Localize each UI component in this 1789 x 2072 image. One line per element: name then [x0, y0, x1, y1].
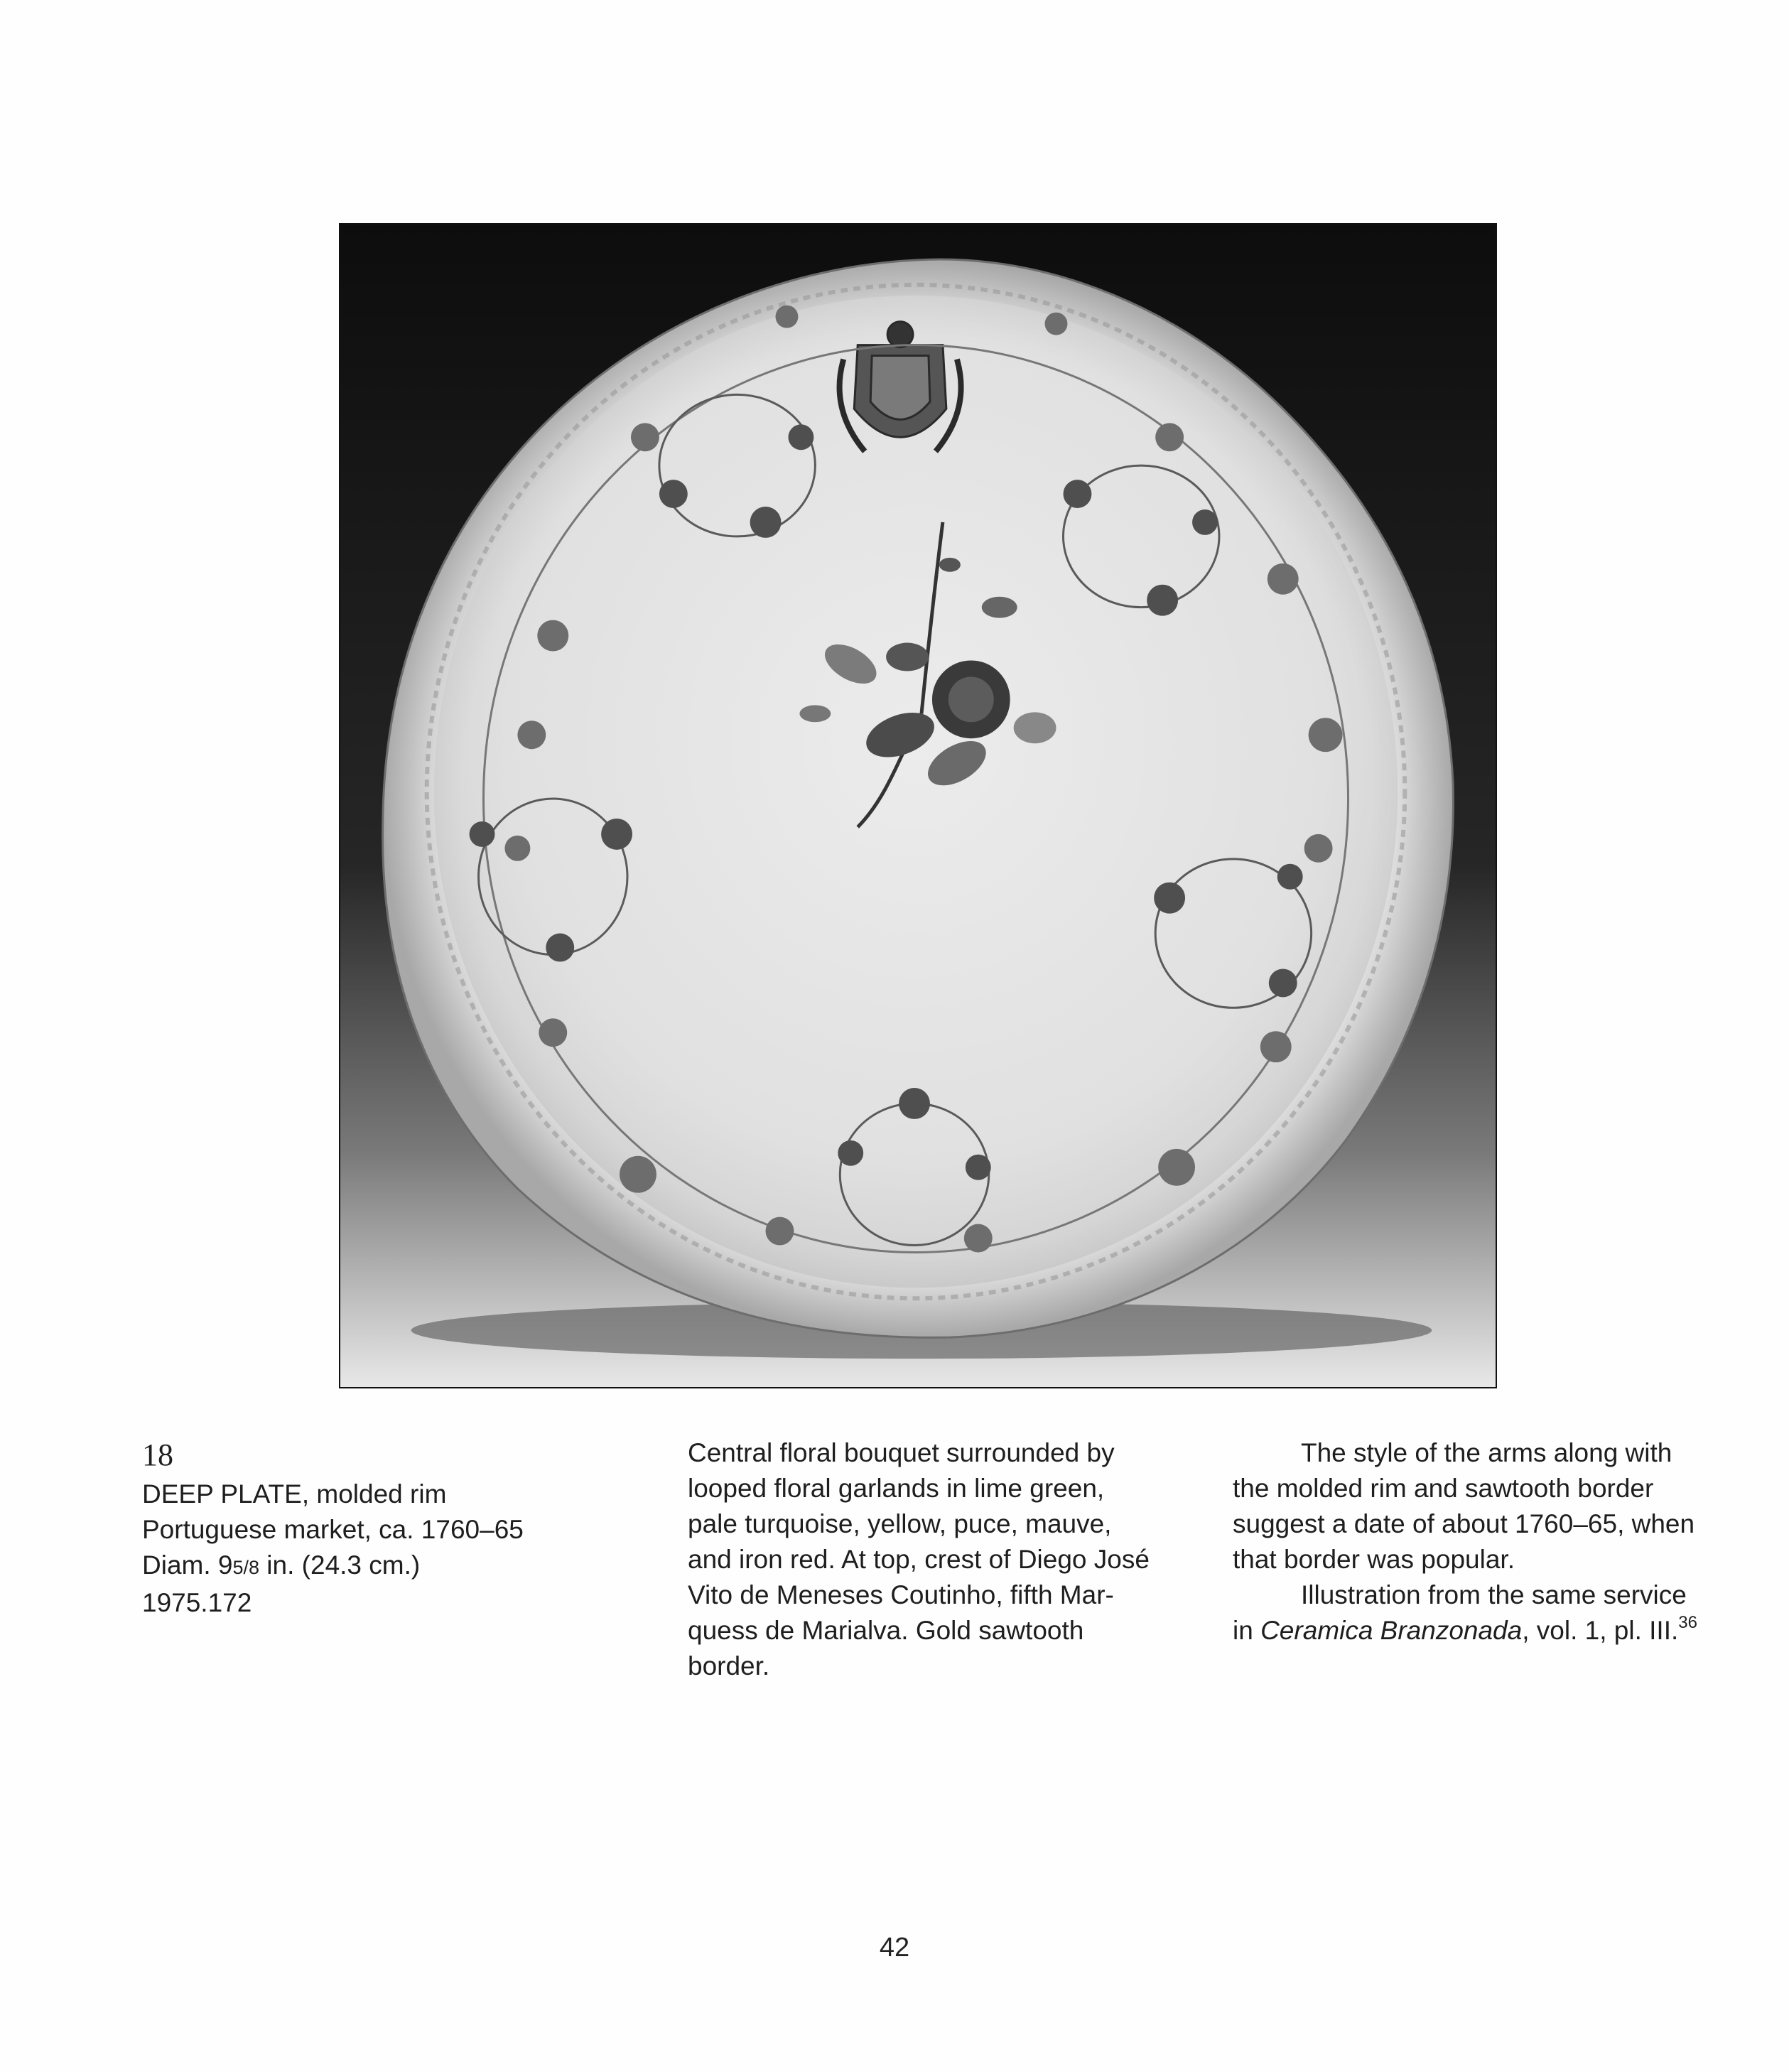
- description-line: quess de Marialva. Gold sawtooth: [688, 1616, 1084, 1645]
- commentary-line: the molded rim and sawtooth border: [1233, 1474, 1654, 1503]
- footnote-marker: 36: [1678, 1613, 1697, 1632]
- description-line: border.: [688, 1651, 770, 1680]
- commentary-line: suggest a date of about 1760–65, when: [1233, 1509, 1695, 1538]
- dimension-fraction: 5/8: [232, 1557, 260, 1578]
- citation-prefix: in: [1233, 1616, 1261, 1645]
- catalogue-number: 18: [142, 1437, 173, 1472]
- description-line: and iron red. At top, crest of Diego José: [688, 1545, 1150, 1574]
- accession-number: 1975.172: [142, 1588, 252, 1617]
- citation-title: Ceramica Branzonada: [1260, 1616, 1523, 1645]
- description-line: pale turquoise, yellow, puce, mauve,: [688, 1509, 1112, 1538]
- plate-photograph: [339, 223, 1497, 1388]
- citation-suffix: , vol. 1, pl. III.: [1522, 1616, 1679, 1645]
- description-line: Vito de Meneses Coutinho, fifth Mar-: [688, 1580, 1114, 1609]
- dimension-prefix: Diam. 9: [142, 1550, 233, 1580]
- commentary-line: that border was popular.: [1233, 1545, 1515, 1574]
- object-origin: Portuguese market, ca. 1760–65: [142, 1515, 524, 1544]
- object-description: [688, 1435, 1171, 1684]
- dimension-suffix: in. (24.3 cm.): [259, 1550, 421, 1580]
- commentary-line: The style of the arms along with: [1301, 1438, 1672, 1467]
- description-line: looped floral garlands in lime green,: [688, 1474, 1105, 1503]
- commentary-line: Illustration from the same service: [1301, 1580, 1687, 1609]
- object-dimensions: [142, 1548, 540, 1585]
- catalogue-entry: [142, 1435, 540, 1621]
- object-commentary: [1233, 1435, 1702, 1649]
- page-number: 42: [879, 1933, 910, 1963]
- object-title: DEEP PLATE, molded rim: [142, 1479, 447, 1509]
- description-line: Central floral bouquet surrounded by: [688, 1438, 1115, 1467]
- commentary-citation: [1233, 1613, 1702, 1649]
